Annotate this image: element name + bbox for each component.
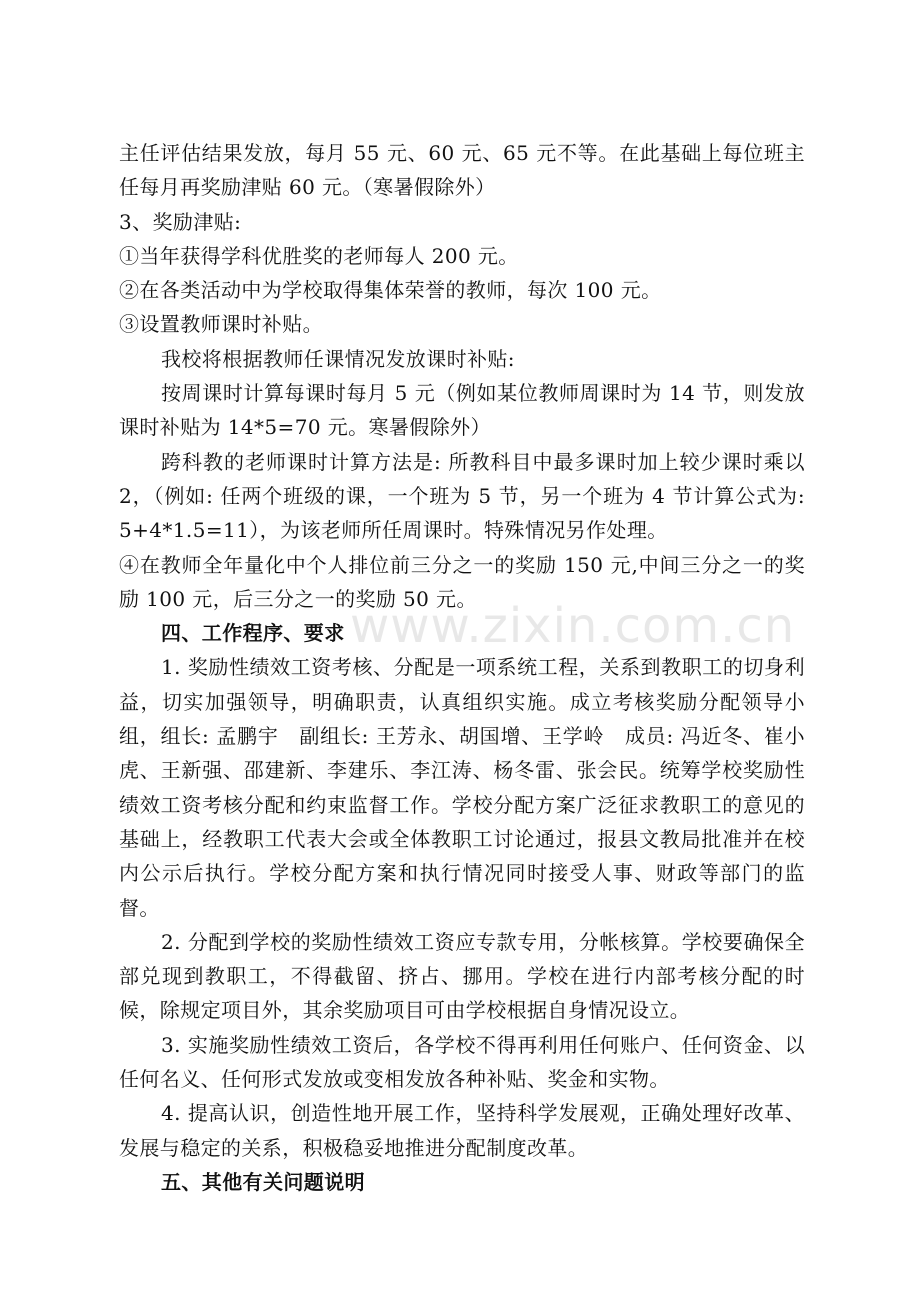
paragraph-item-4: 4. 提高认识，创造性地开展工作，坚持科学发展观，正确处理好改革、发展与稳定的关系，积极稳妥地推进分配制度改革。 bbox=[119, 1101, 805, 1160]
paragraph-cross-subject: 跨科教的老师课时计算方法是: 所教科目中最多课时加上较少课时乘以 2，（例如: 任两个班级的课，一个班为 5 节，另一个班为 4 节计算公式为: 5+4*1.5=11），为该老师所任周课时。特殊情况另作处理。 bbox=[119, 449, 805, 543]
watermark: www.zixin.com.cn bbox=[350, 598, 796, 654]
paragraph-item-2: 2. 分配到学校的奖励性绩效工资应专款专用，分帐核算。学校要确保全部兑现到教职工，不得截留、挤占、挪用。学校在进行内部考核分配的时候，除规定项目外，其余奖励项目可由学校根据自身情况设立。 bbox=[119, 929, 805, 1023]
paragraph-head-teacher-allowance: 主任评估结果发放，每月 55 元、60 元、65 元不等。在此基础上每位班主任每月再奖励津贴 60 元。（寒暑假除外） bbox=[119, 141, 805, 200]
list-item-ranking-award: ④在教师全年量化中个人排位前三分之一的奖励 150 元,中间三分之一的奖励 100 元，后三分之一的奖励 50 元。 bbox=[119, 552, 805, 611]
heading-section-four: 四、工作程序、要求 bbox=[161, 621, 345, 646]
section-reward-allowance: 3、奖励津贴: bbox=[119, 209, 242, 234]
list-item-collective-honor: ②在各类活动中为学校取得集体荣誉的教师，每次 100 元。 bbox=[119, 278, 662, 303]
paragraph-subsidy-intro: 我校将根据教师任课情况发放课时补贴: bbox=[161, 346, 515, 371]
heading-section-five: 五、其他有关问题说明 bbox=[161, 1169, 365, 1194]
document-body bbox=[119, 136, 805, 1199]
list-item-subject-award: ①当年获得学科优胜奖的老师每人 200 元。 bbox=[119, 243, 519, 268]
paragraph-weekly-hours: 按周课时计算每课时每月 5 元（例如某位教师周课时为 14 节，则发放课时补贴为 14*5=70 元。寒暑假除外） bbox=[119, 381, 805, 440]
paragraph-item-3: 3. 实施奖励性绩效工资后，各学校不得再利用任何账户、任何资金、以任何名义、任何形式发放或变相发放各种补贴、奖金和实物。 bbox=[119, 1032, 805, 1092]
paragraph-item-1: 1. 奖励性绩效工资考核、分配是一项系统工程，关系到教职工的切身利益，切实加强领导，明确职责，认真组织实施。成立考核奖励分配领导小组，组长: 孟鹏宇 副组长: 王芳永、胡国增、王学岭 成员: 冯近冬、崔小虎、王新强、邵建新、李建乐、李江涛、杨冬雷、张会民。统筹学校奖励性绩效工资考核分配和约束监督工作。学校分配方案广泛征求教职工的意见的基础上，经教职工代表大会或全体教职工讨论通过，报县文教局批准并在校内公示后执行。学校分配方案和执行情况同时接受人事、财政等部门的监督。 bbox=[119, 655, 805, 920]
list-item-class-hour-subsidy: ③设置教师课时补贴。 bbox=[119, 312, 323, 337]
